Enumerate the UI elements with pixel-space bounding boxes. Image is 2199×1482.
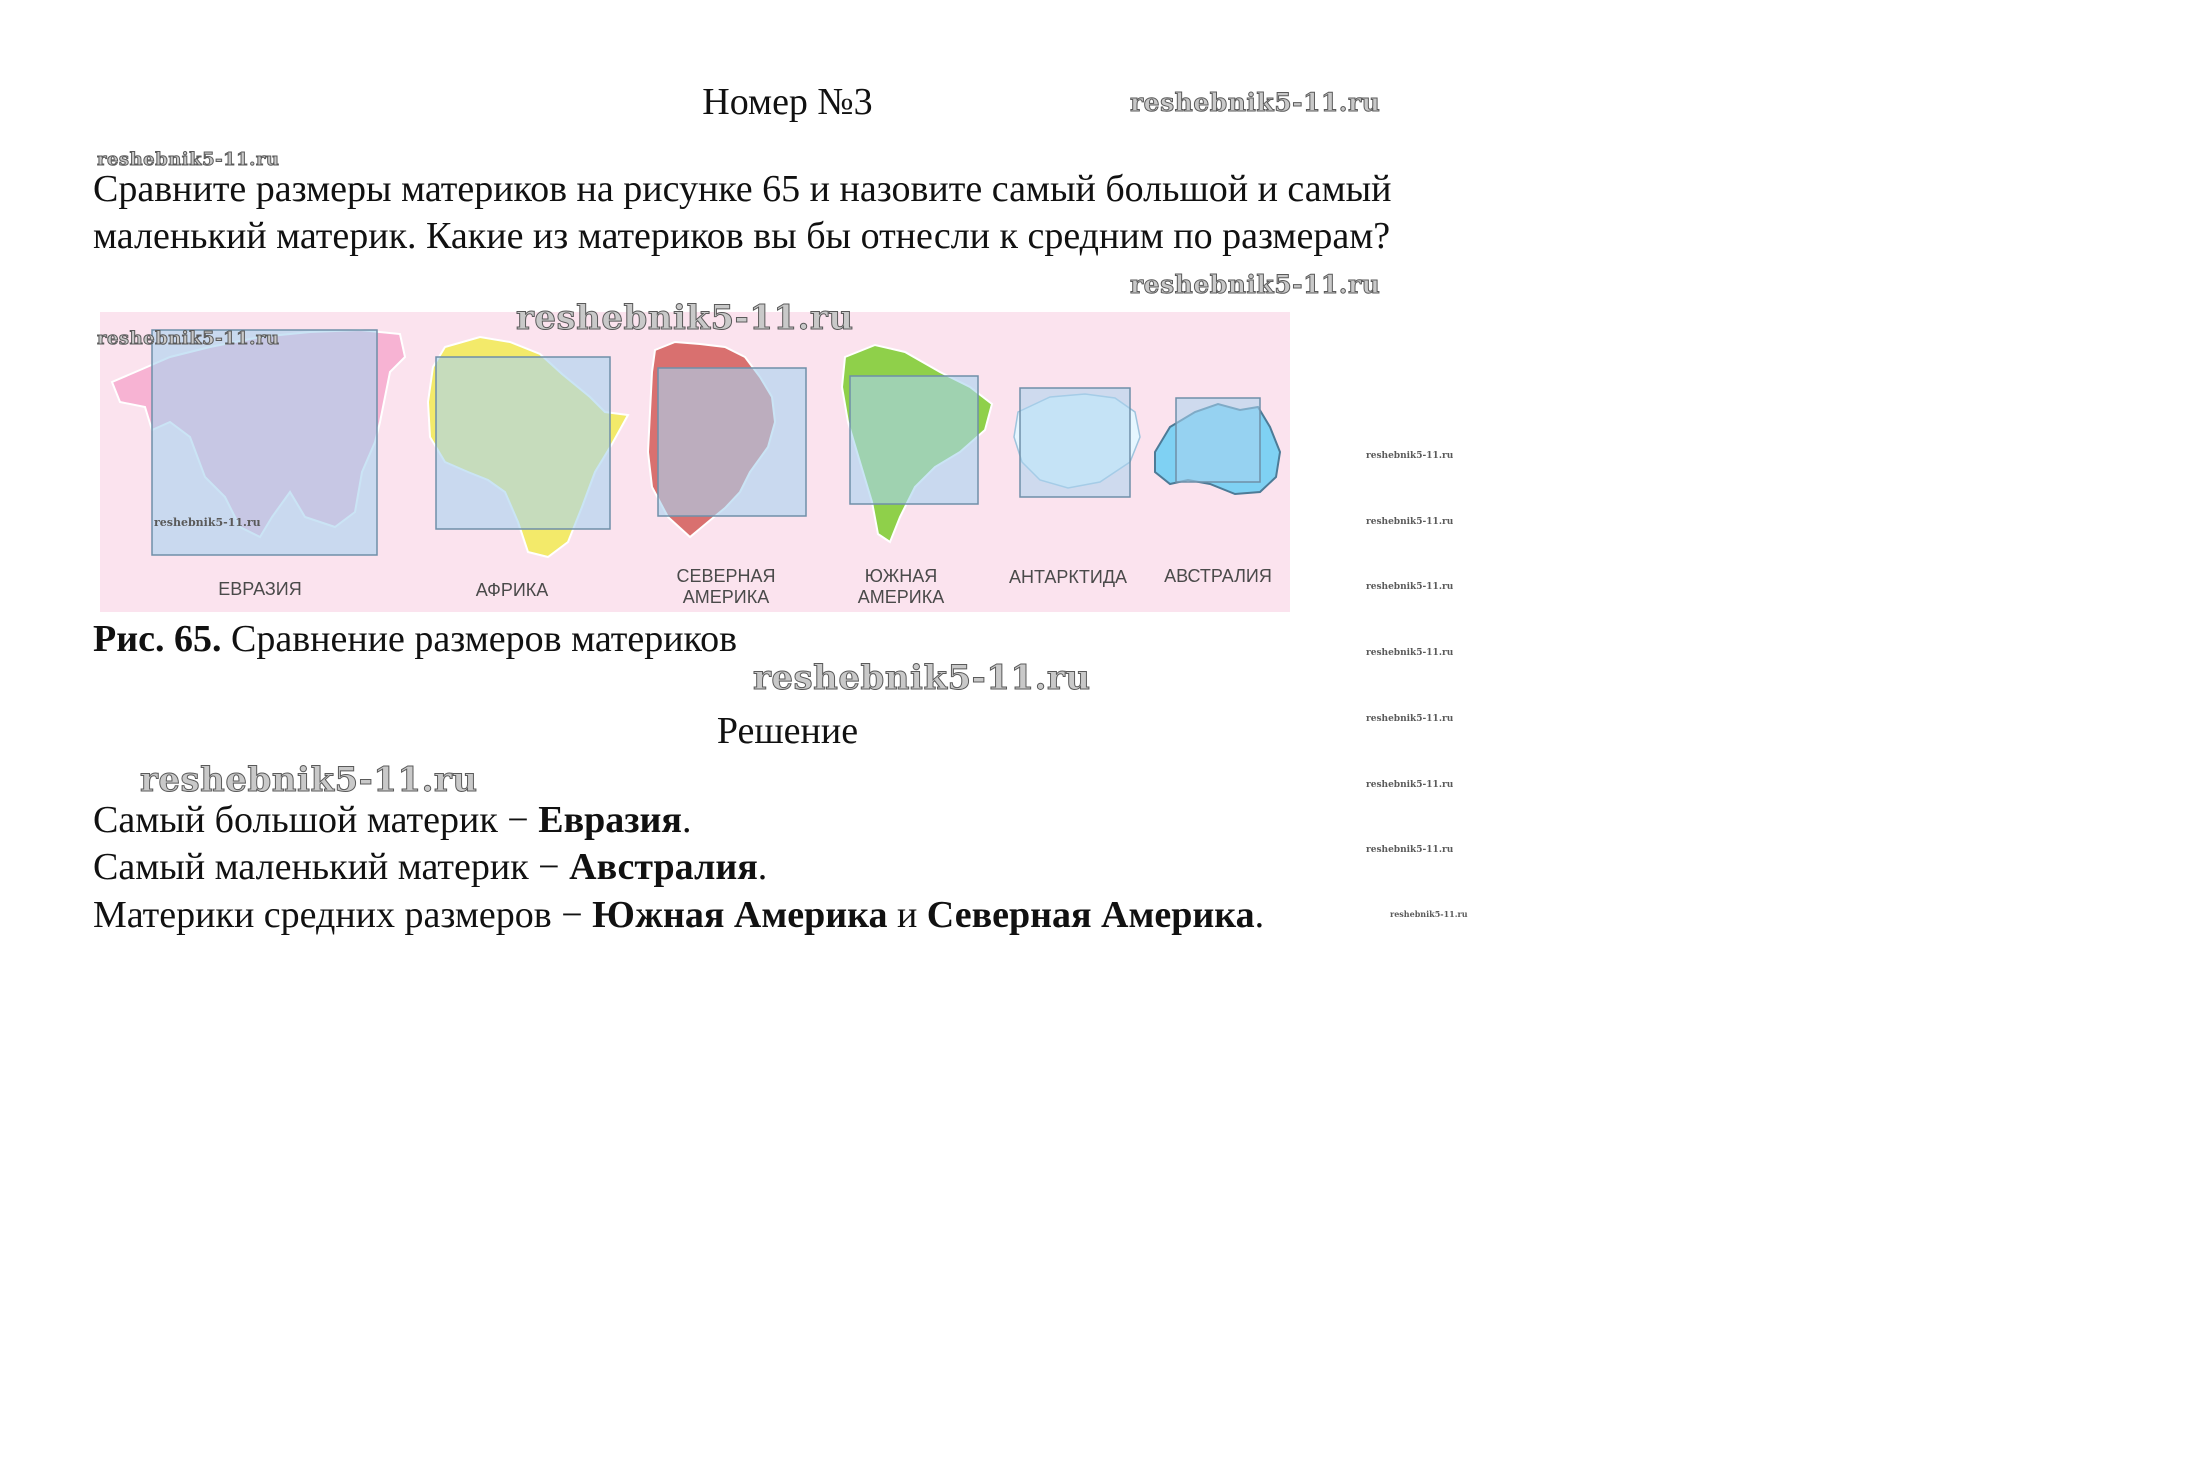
africa-label: АФРИКА: [475, 580, 549, 600]
answer-smallest: [93, 845, 767, 889]
watermark: reshebnik5-11.ru: [1366, 714, 1454, 724]
eurasia-label: ЕВРАЗИЯ: [218, 579, 302, 599]
watermark: reshebnik5-11.ru: [1366, 582, 1454, 592]
answer-prefix: Материки средних размеров −: [93, 894, 593, 936]
watermark: reshebnik5-11.ru: [1130, 270, 1381, 299]
caption-text: Сравнение размеров материков: [221, 618, 738, 660]
australia-label: АВСТРАЛИЯ: [1164, 566, 1272, 586]
watermark: reshebnik5-11.ru: [140, 760, 478, 800]
answer-suffix: .: [757, 846, 768, 888]
answer-value: Евразия: [538, 799, 682, 841]
question-text: Сравните размеры материков на рисунке 65 и назовите самый большой и самый маленький материк. Какие из материков вы бы отнесли к средним по размерам?: [93, 168, 1392, 257]
watermark: reshebnik5-11.ru: [1366, 517, 1454, 527]
solution-title: Решение: [716, 710, 859, 752]
answer-value: Австралия: [569, 846, 758, 888]
figure-caption: [93, 617, 737, 661]
watermark: reshebnik5-11.ru: [1366, 845, 1454, 855]
north-america-label: СЕВЕРНАЯ АМЕРИКА: [676, 566, 776, 607]
africa-box: [436, 357, 610, 529]
answer-medium: [93, 893, 1264, 937]
answer-suffix: .: [681, 799, 692, 841]
watermark: reshebnik5-11.ru: [97, 149, 280, 170]
continents-figure: [97, 298, 1290, 612]
watermark: reshebnik5-11.ru: [1366, 451, 1454, 461]
antarctica-label: АНТАРКТИДА: [1008, 567, 1128, 587]
watermark: reshebnik5-11.ru: [516, 298, 854, 338]
watermark: reshebnik5-11.ru: [97, 328, 280, 349]
australia-box: [1176, 398, 1260, 482]
answer-prefix: Самый маленький материк −: [93, 846, 570, 888]
watermark: reshebnik5-11.ru: [753, 658, 1091, 698]
watermark: reshebnik5-11.ru: [1390, 909, 1468, 919]
answer-value-2: Северная Америка: [926, 894, 1255, 936]
answer-conjunction: и: [887, 894, 927, 936]
south-america-label: ЮЖНАЯ АМЕРИКА: [857, 566, 945, 607]
answer-value: Южная Америка: [592, 894, 888, 936]
answer-prefix: Самый большой материк −: [93, 799, 539, 841]
watermark: reshebnik5-11.ru: [1366, 648, 1454, 658]
north-america-box: [658, 368, 806, 516]
watermark: reshebnik5-11.ru: [154, 516, 261, 529]
answer-suffix: .: [1254, 894, 1265, 936]
watermark: reshebnik5-11.ru: [1130, 88, 1381, 117]
caption-label: Рис. 65.: [93, 618, 222, 660]
antarctica-box: [1020, 388, 1130, 497]
watermark: reshebnik5-11.ru: [1366, 780, 1454, 790]
south-america-box: [850, 376, 978, 504]
answer-largest: [93, 798, 691, 842]
page-title: Номер №3: [702, 81, 873, 123]
